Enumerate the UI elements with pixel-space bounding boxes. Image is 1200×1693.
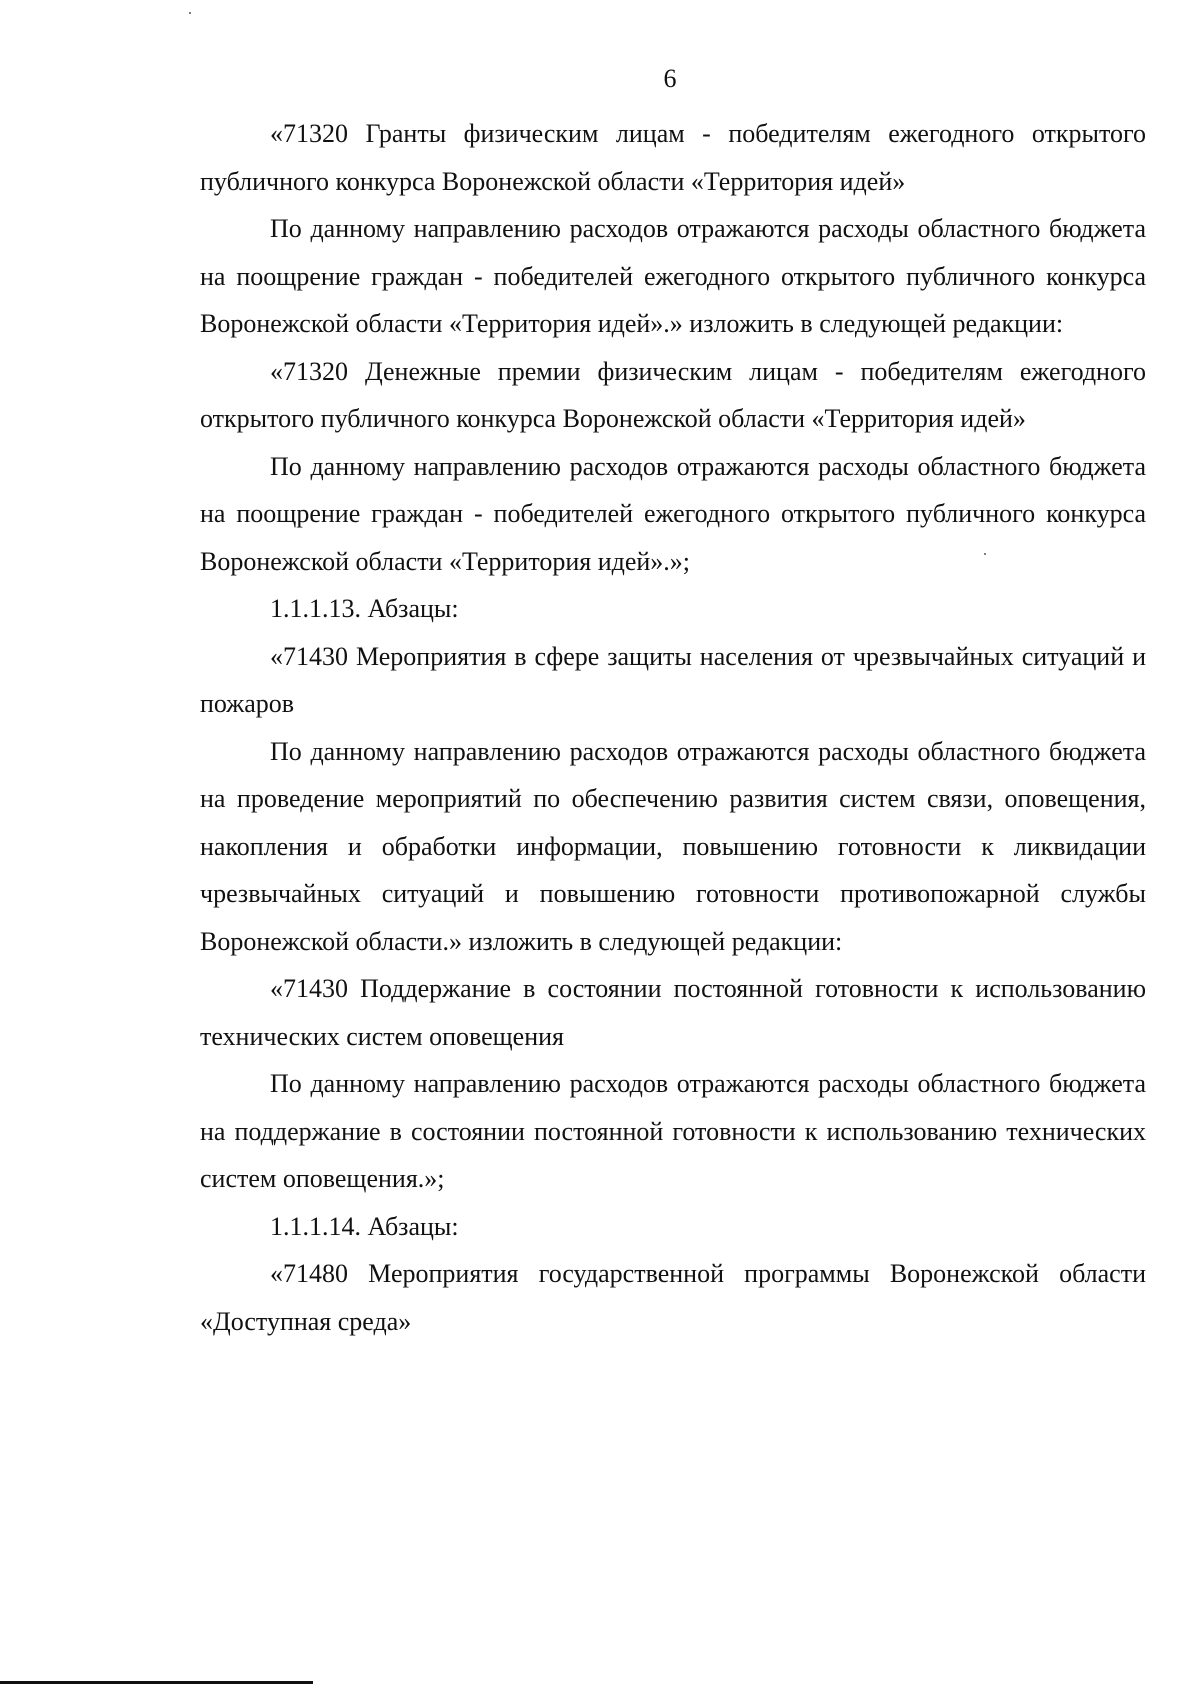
paragraph-71430-measures-description: По данному направлению расходов отражаются расходы областного бюджета на проведение мероприятий по обеспечению развития систем связи, оповещения, накопления и обработки информации, повышению готовности к ликвидации чрезвычайных ситуаций и повышению готовности противопожарной службы Воронежской области.» изложить в следующей редакции:: [200, 736, 1146, 956]
footnote-separator-line: [0, 1681, 313, 1684]
page-number: 6: [663, 64, 677, 93]
paragraph-71320-prizes-title: «71320 Денежные премии физическим лицам - победителям ежегодного открытого публичного конкурса Воронежской области «Территория идей»: [200, 356, 1146, 433]
paragraph-clause-1-1-1-13: 1.1.1.13. Абзацы:: [270, 594, 459, 623]
paragraph-71480-title: «71480 Мероприятия государственной программы Воронежской области «Доступная среда»: [200, 1259, 1146, 1336]
scan-speck: [984, 553, 986, 555]
paragraph-clause-1-1-1-14: 1.1.1.14. Абзацы:: [270, 1211, 459, 1241]
paragraph-71430-readiness-description: По данному направлению расходов отражаются расходы областного бюджета на поддержание в состоянии постоянной готовности к использованию технических систем оповещения.»;: [200, 1069, 1146, 1193]
paragraph-71430-measures-title: «71430 Мероприятия в сфере защиты населения от чрезвычайных ситуаций и пожаров: [200, 641, 1146, 718]
paragraph-71320-grants-title: «71320 Гранты физическим лицам - победителям ежегодного открытого публичного конкурса Воронежской области «Территория идей»: [200, 119, 1146, 196]
scan-speck: [189, 12, 191, 14]
paragraph-71320-grants-description: По данному направлению расходов отражаются расходы областного бюджета на поощрение граждан - победителей ежегодного открытого публичного конкурса Воронежской области «Территория идей».» изложить в следующей редакции:: [200, 214, 1146, 338]
paragraph-71430-readiness-title: «71430 Поддержание в состоянии постоянной готовности к использованию технических систем оповещения: [200, 974, 1146, 1051]
paragraph-71320-prizes-description: По данному направлению расходов отражаются расходы областного бюджета на поощрение граждан - победителей ежегодного открытого публичного конкурса Воронежской области «Территория идей».»;: [200, 451, 1146, 576]
document-body: [200, 110, 1146, 1345]
